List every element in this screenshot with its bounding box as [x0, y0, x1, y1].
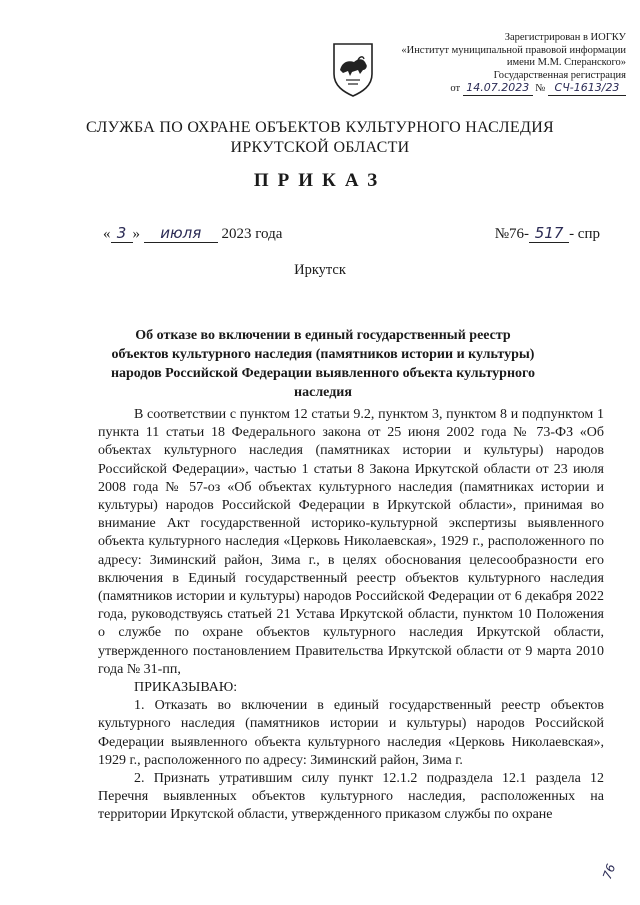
registration-date-value: 14.07.2023 [463, 82, 533, 96]
date-open-quote: « [103, 226, 111, 242]
organization-name-line-1: СЛУЖБА ПО ОХРАНЕ ОБЪЕКТОВ КУЛЬТУРНОГО НАСЛЕДИЯ [85, 119, 555, 136]
date-close-quote: » [132, 226, 140, 242]
order-item-2: 2. Признать утратившим силу пункт 12.1.2 подраздела 12.1 раздела 12 Перечня выявленных объектов культурного наследия, расположенных на территории Иркутской области, утвержденного приказом службы по охране [98, 771, 604, 823]
document-type-title: ПРИКАЗ [253, 170, 387, 191]
date-month: июля [144, 224, 218, 243]
registration-num-value: СЧ-1613/23 [548, 82, 626, 96]
date-year: 2023 года [221, 226, 283, 242]
city-name: Иркутск [294, 262, 346, 278]
preamble-paragraph: В соответствии с пунктом 12 статьи 9.2, пунктом 3, пунктом 8 и подпунктом 1 пункта 11 статьи 18 Федерального закона от 25 июня 2002 года № 73-ФЗ «Об объектах культурного наследия (памятниках истории и культуры) народов Российской Федерации», частью 1 статьи 8 Закона Иркутской области от 23 июля 2008 года № 57-оз «Об объектах культурного наследия (памятниках истории и культуры) народов Российской Федерации в Иркутской области», принимая во внимание Акт государственной историко-культурной экспертизы выявленного объекта культурного наследия «Церковь Николаевская», 1929 г., расположенного по адресу: Зиминский район, Зима г., в целях обоснования целесообразности его включения в Единый государственный реестр объектов культурного наследия (памятников истории и культуры) народов Российской Федерации от 6 декабря 2022 года, руководствуясь статьей 21 Устава Иркутской области, пунктом 10 Положения о службе по охране объектов культурного наследия Иркутской области, утвержденного постановлением Правительства Иркутской области от 9 марта 2010 года № 31-пп, [98, 407, 604, 677]
order-number [495, 224, 600, 243]
registration-line-2: «Институт муниципальной правовой информации [401, 44, 626, 56]
order-item-1: 1. Отказать во включении в единый государственный реестр объектов культурного наследия (памятников истории и культуры) народов Российской Федерации выявленного объекта культурного наследия «Церковь Николаевская», 1929 г., расположенного по адресу: Зиминский район, Зима г. [98, 698, 604, 768]
organization-name-line-2: ИРКУТСКОЙ ОБЛАСТИ [230, 139, 410, 156]
order-body [98, 406, 604, 825]
page-number-mark: 76 [599, 862, 619, 882]
coat-of-arms-icon [330, 40, 376, 98]
registration-line-3: имени М.М. Сперанского» [506, 57, 626, 68]
registration-date-prefix: от [450, 83, 461, 94]
registration-num-prefix: № [535, 83, 546, 94]
date-day: 3 [111, 224, 133, 243]
order-number-suffix: - спр [569, 226, 600, 242]
order-number-value: 517 [529, 224, 569, 243]
registration-line-4: Государственная регистрация [493, 69, 626, 81]
registration-line-1: Зарегистрирован в ИОГКУ [504, 32, 626, 43]
order-word: ПРИКАЗЫВАЮ: [134, 680, 238, 696]
order-date [103, 224, 282, 243]
order-subject: Об отказе во включении в единый государственный реестр объектов культурного наследия (памятников истории и культуры) народов Российской Федерации выявленного объекта культурного наследия [110, 328, 536, 400]
order-number-prefix: №76- [494, 226, 530, 242]
